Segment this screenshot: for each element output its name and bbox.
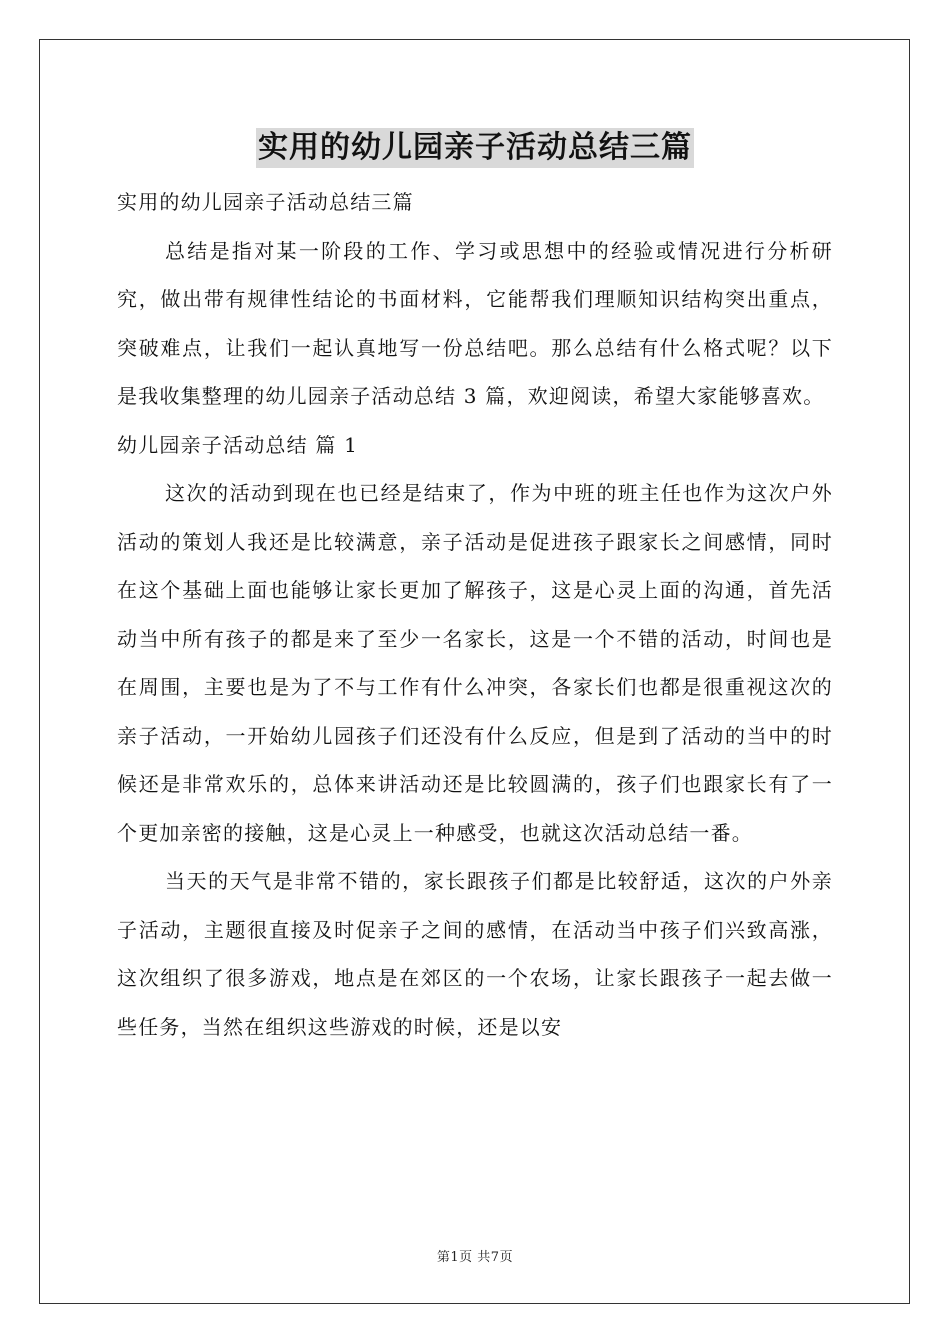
intro-paragraph: 总结是指对某一阶段的工作、学习或思想中的经验或情况进行分析研究，做出带有规律性结论的书面材料，它能帮我们理顺知识结构突出重点，突破难点，让我们一起认真地写一份总结吧。那么总结有什么格式呢？以下是我收集整理的幼儿园亲子活动总结 3 篇，欢迎阅读，希望大家能够喜欢。 <box>117 238 833 408</box>
document-body <box>117 178 833 1051</box>
body-paragraph-1: 这次的活动到现在也已经是结束了，作为中班的班主任也作为这次户外活动的策划人我还是比较满意，亲子活动是促进孩子跟家长之间感情，同时在这个基础上面也能够让家长更加了解孩子，这是心灵上面的沟通，首先活动当中所有孩子的都是来了至少一名家长，这是一个不错的活动，时间也是在周围，主要也是为了不与工作有什么冲突，各家长们也都是很重视这次的亲子活动，一开始幼儿园孩子们还没有什么反应，但是到了活动的当中的时候还是非常欢乐的，总体来讲活动还是比较圆满的，孩子们也跟家长有了一个更加亲密的接触，这是心灵上一种感受，也就这次活动总结一番。 <box>117 481 833 845</box>
subtitle-paragraph: 实用的幼儿园亲子活动总结三篇 <box>117 190 414 214</box>
page-footer: 第1页 共7页 <box>436 1250 514 1265</box>
title-container <box>0 128 950 168</box>
section-heading: 幼儿园亲子活动总结 篇 1 <box>117 432 359 457</box>
body-paragraph-2: 当天的天气是非常不错的，家长跟孩子们都是比较舒适，这次的户外亲子活动，主题很直接及时促亲子之间的感情，在活动当中孩子们兴致高涨，这次组织了很多游戏，地点是在郊区的一个农场，让家长跟孩子一起去做一些任务，当然在组织这些游戏的时候，还是以安 <box>117 869 833 1039</box>
document-title: 实用的幼儿园亲子活动总结三篇 <box>256 128 694 168</box>
